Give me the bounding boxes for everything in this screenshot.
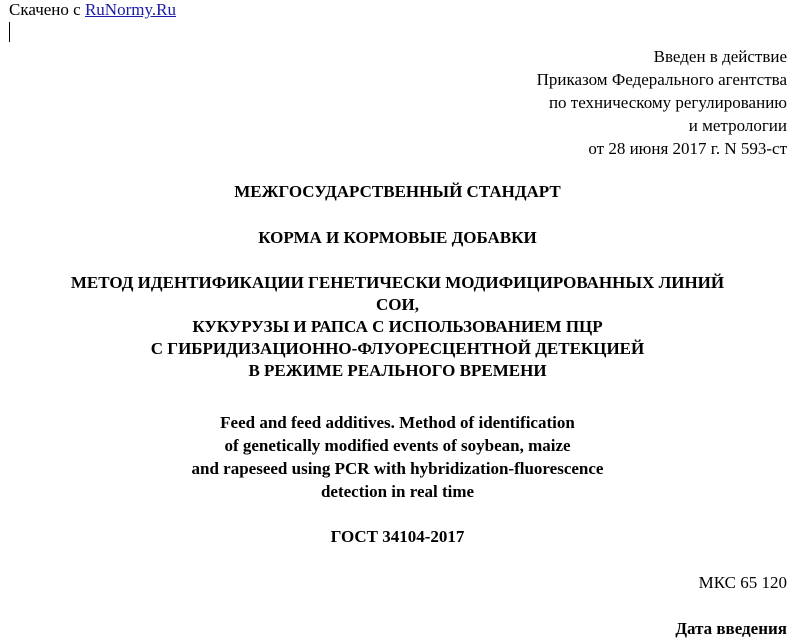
title-en-line: of genetically modified events of soybean, maize [224, 436, 571, 455]
title-ru-line: В РЕЖИМЕ РЕАЛЬНОГО ВРЕМЕНИ [248, 361, 547, 380]
title-ru-line: МЕТОД ИДЕНТИФИКАЦИИ ГЕНЕТИЧЕСКИ МОДИФИЦИРОВАННЫХ ЛИНИЙ [70, 273, 725, 292]
approval-line: Введен в действие [653, 47, 787, 66]
title-ru-line: КУКУРУЗЫ И РАПСА С ИСПОЛЬЗОВАНИЕМ ПЦР [192, 317, 603, 336]
title-ru-line: С ГИБРИДИЗАЦИОННО-ФЛУОРЕСЦЕНТНОЙ ДЕТЕКЦИЕЙ [150, 339, 645, 358]
download-prefix: Скачено с [9, 0, 85, 19]
title-en-line: and rapeseed using PCR with hybridization-fluorescence [191, 459, 604, 478]
approval-block [537, 45, 787, 160]
mks-code: МКС 65 120 [698, 573, 787, 592]
intro-date-label: Дата введения [675, 619, 787, 638]
standard-code: ГОСТ 34104-2017 [330, 527, 465, 546]
standard-title-ru [0, 272, 790, 382]
standard-subject-heading: КОРМА И КОРМОВЫЕ ДОБАВКИ [258, 228, 537, 247]
title-ru-line: СОИ, [376, 295, 419, 314]
title-en-line: Feed and feed additives. Method of identification [220, 413, 575, 432]
standard-type-heading: МЕЖГОСУДАРСТВЕННЫЙ СТАНДАРТ [234, 182, 561, 201]
approval-line: Приказом Федерального агентства [536, 70, 787, 89]
text-cursor [9, 22, 10, 42]
standard-title-en [0, 411, 790, 503]
approval-line: по техническому регулированию [548, 93, 787, 112]
title-en-line: detection in real time [320, 482, 475, 501]
approval-line: от 28 июня 2017 г. N 593-ст [588, 139, 787, 158]
approval-line: и метрологии [688, 116, 787, 135]
download-source-line [9, 0, 176, 20]
runormy-link[interactable]: RuNormy.Ru [84, 0, 176, 19]
